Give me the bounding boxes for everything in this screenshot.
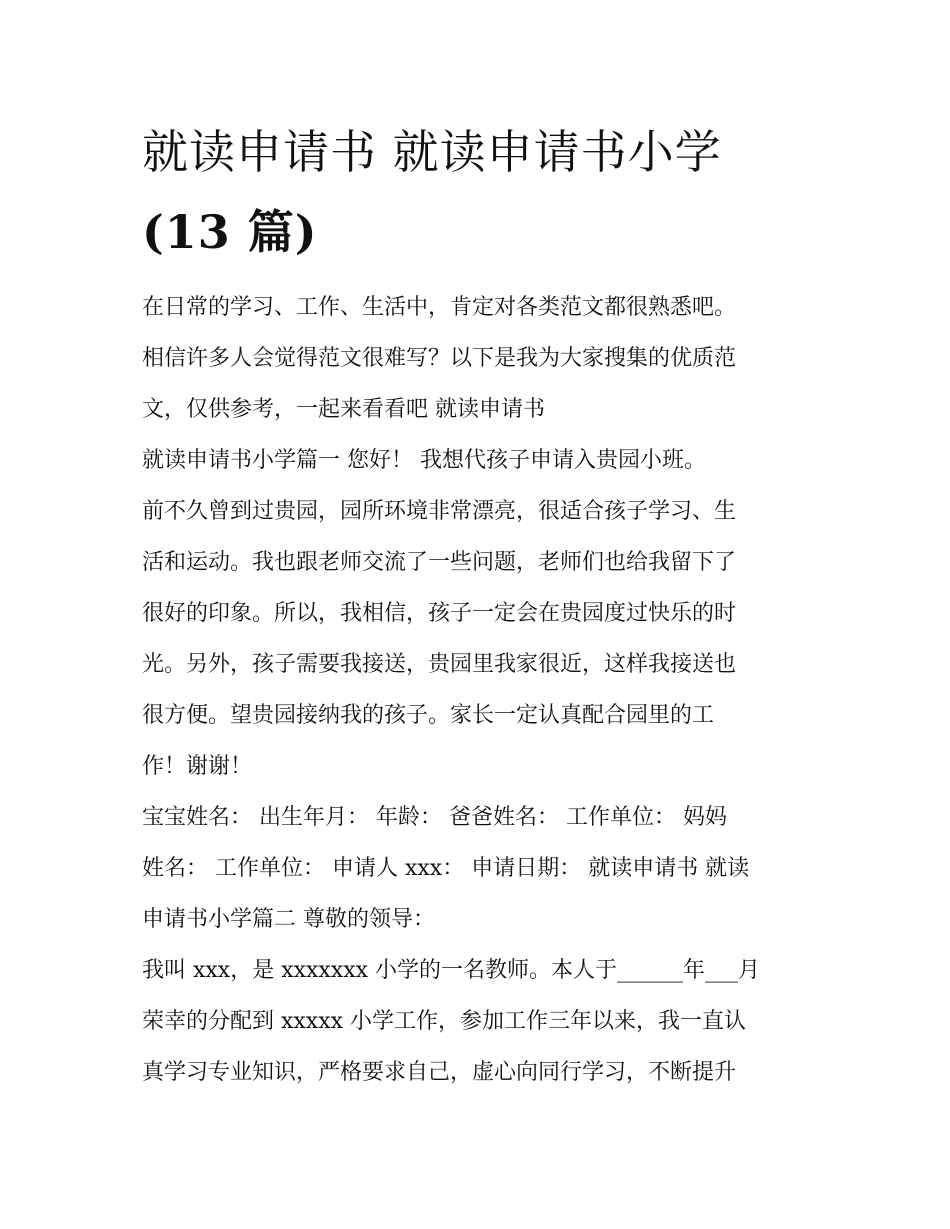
text-line: 就读申请书小学篇一 您好！ 我想代孩子申请入贵园小班。: [142, 448, 706, 473]
text-line: 很方便。望贵园接纳我的孩子。家长一定认真配合园里的工: [142, 703, 715, 728]
section-one-heading-paragraph: [142, 435, 812, 486]
text-line: 光。另外，孩子需要我接送，贵园里我家很近，这样我接送也: [142, 652, 737, 677]
text-line: 在日常的学习、工作、生活中，肯定对各类范文都很熟悉吧。: [142, 295, 737, 320]
document-page: [142, 112, 812, 1098]
text-line: 相信许多人会觉得范文很难写？以下是我为大家搜集的优质范: [142, 346, 737, 371]
text-line: 我叫 xxx，是 xxxxxxx 小学的一名教师。本人于______年___月: [142, 958, 761, 983]
form-fields-paragraph: [142, 792, 812, 945]
section-one-body-paragraph: [142, 486, 812, 792]
section-two-body-paragraph: [142, 945, 812, 1098]
document-body: [142, 282, 812, 1098]
text-line: 宝宝姓名： 出生年月： 年龄： 爸爸姓名： 工作单位： 妈妈: [142, 805, 727, 830]
title-line: 就读申请书 就读申请书小学: [142, 125, 722, 179]
text-line: 前不久曾到过贵园，园所环境非常漂亮，很适合孩子学习、生: [142, 499, 737, 524]
text-line: 荣幸的分配到 xxxxx 小学工作，参加工作三年以来，我一直认: [142, 1009, 747, 1034]
text-line: 姓名： 工作单位： 申请人 xxx： 申请日期： 就读申请书 就读: [142, 856, 750, 881]
text-line: 申请书小学篇二 尊敬的领导：: [142, 907, 435, 932]
title-line-count: (13 篇): [142, 205, 318, 259]
intro-paragraph: [142, 282, 812, 435]
text-line: 真学习专业知识，严格要求自己，虚心向同行学习，不断提升: [142, 1060, 737, 1085]
text-line: 文，仅供参考，一起来看看吧 就读申请书: [142, 397, 545, 422]
text-line: 很好的印象。所以，我相信，孩子一定会在贵园度过快乐的时: [142, 601, 737, 626]
text-line: 活和运动。我也跟老师交流了一些问题，老师们也给我留下了: [142, 550, 737, 575]
document-title: [142, 112, 812, 272]
text-line: 作！谢谢！: [142, 754, 253, 779]
